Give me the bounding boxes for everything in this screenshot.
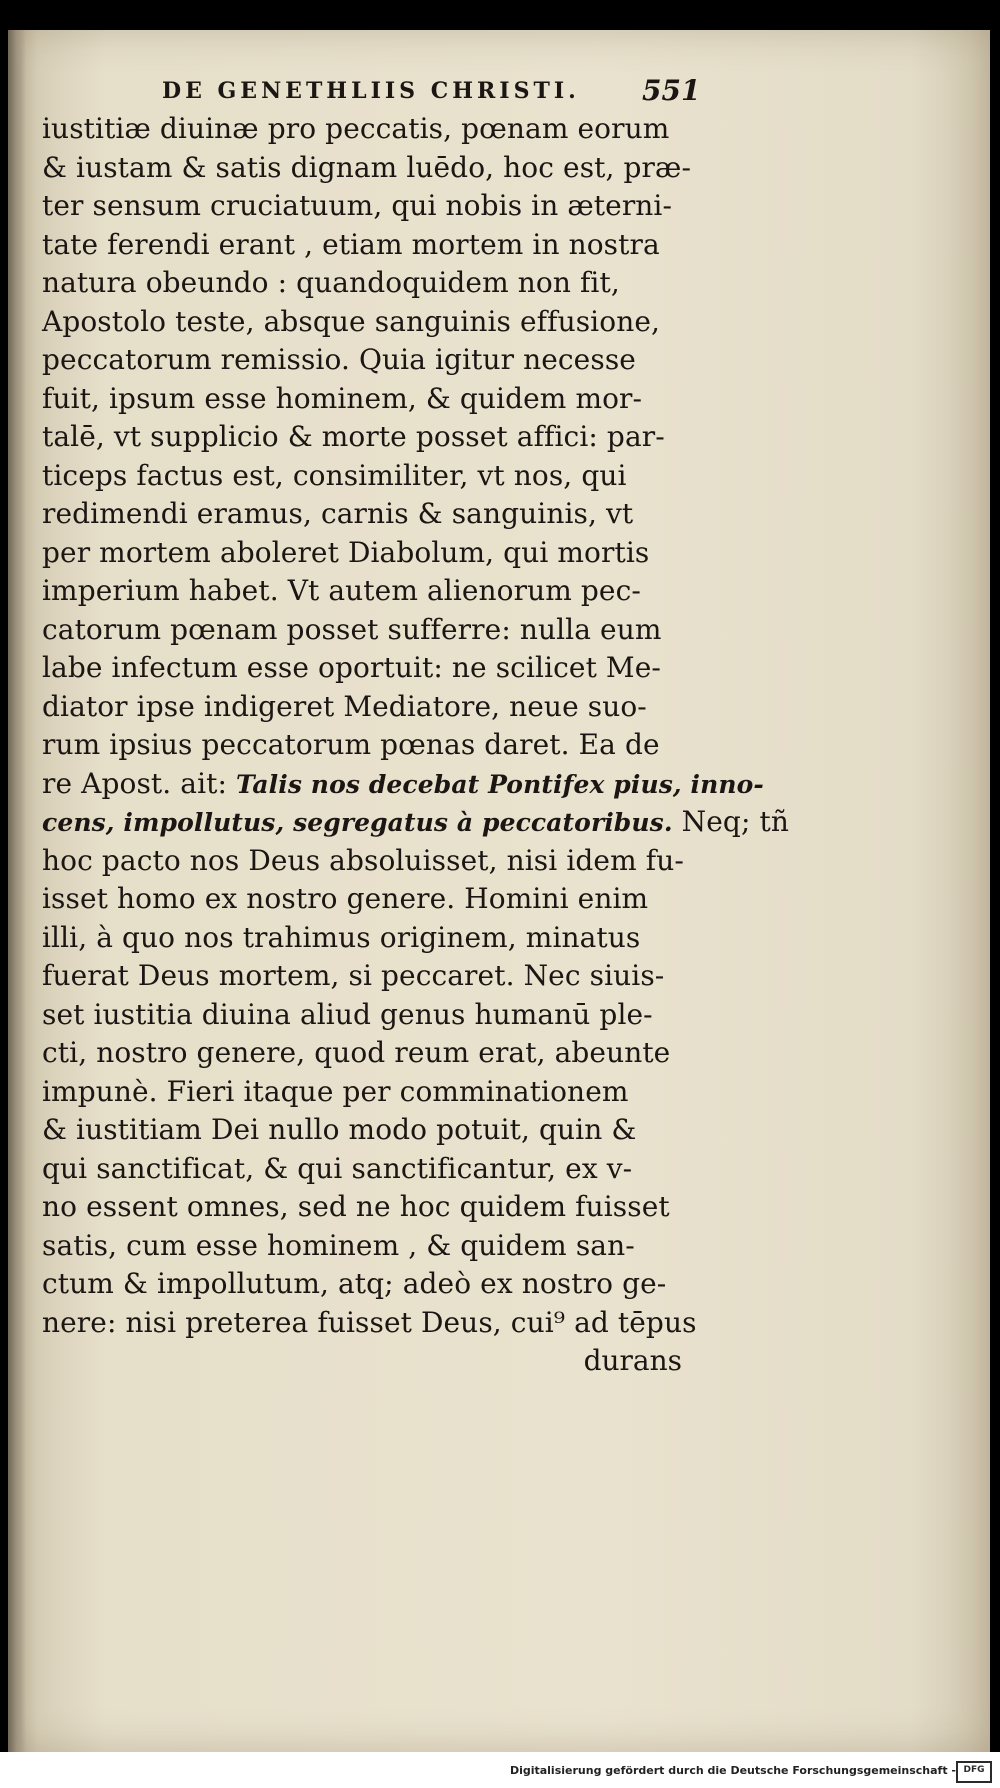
text-line: natura obeundo : quandoquidem non fit,: [42, 266, 620, 299]
text-line: catorum pœnam posset sufferre: nulla eum: [42, 612, 662, 646]
dfg-logo-icon: DFG: [956, 1761, 992, 1783]
text-line: fuerat Deus mortem, si peccaret. Nec siuis-: [42, 959, 665, 992]
text-line: redimendi eramus, carnis & sanguinis, vt: [42, 497, 634, 530]
text-line: qui sanctificat, & qui sanctificantur, ex v-: [42, 1151, 633, 1185]
running-title: DE GENETHLIIS CHRISTI.: [162, 78, 580, 104]
text-line: iustitiæ diuinæ pro peccatis, pœnam eorum: [42, 112, 670, 145]
text-line: Apostolo teste, absque sanguinis effusione,: [42, 304, 661, 338]
funding-credit: Digitalisierung gefördert durch die Deutsche Forschungsgemeinschaft -: [509, 1764, 956, 1777]
text-line: impunè. Fieri itaque per comminationem: [42, 1074, 629, 1108]
text-line: diator ipse indigeret Mediatore, neue suo-: [42, 689, 647, 723]
text-line-quote-start: [42, 765, 764, 804]
running-head: [42, 70, 702, 110]
text-line: nere: nisi preterea fuisset Deus, cui⁹ ad tēpus: [42, 1305, 697, 1339]
text-line: rum ipsius peccatorum pœnas daret. Ea de: [42, 728, 660, 761]
catchword: durans: [583, 1344, 682, 1377]
text-line: no essent omnes, sed ne hoc quidem fuisset: [42, 1190, 670, 1223]
text-line: fuit, ipsum esse hominem, & quidem mor-: [42, 381, 643, 415]
text-line-lead: re Apost. ait:: [42, 766, 237, 800]
text-block: [42, 70, 789, 1380]
text-line: imperium habet. Vt autem alienorum pec-: [42, 574, 641, 607]
text-line: per mortem aboleret Diabolum, qui mortis: [42, 535, 650, 569]
text-line: ticeps factus est, consimiliter, vt nos, qui: [42, 458, 627, 492]
text-line: satis, cum esse hominem , & quidem san-: [42, 1228, 635, 1262]
text-line: isset homo ex nostro genere. Homini enim: [42, 882, 649, 915]
page-gutter: [8, 30, 26, 1752]
text-line: set iustitia diuina aliud genus humanū ple-: [42, 997, 653, 1031]
text-line: hoc pacto nos Deus absoluisset, nisi idem fu-: [42, 843, 684, 877]
text-line: labe infectum esse oportuit: ne scilicet Me-: [42, 651, 661, 684]
text-line-quote-end: [42, 803, 789, 842]
text-line: & iustitiam Dei nullo modo potuit, quin &: [42, 1113, 637, 1146]
text-line: ctum & impollutum, atq; adeò ex nostro ge-: [42, 1267, 667, 1300]
text-line: tate ferendi erant , etiam mortem in nostra: [42, 227, 660, 261]
text-line: ter sensum cruciatuum, qui nobis in æterni-: [42, 189, 673, 222]
text-line: cti, nostro genere, quod reum erat, abeunte: [42, 1036, 671, 1069]
book-page: [8, 30, 990, 1752]
text-line: illi, à quo nos trahimus originem, minatus: [42, 920, 641, 954]
text-line-tail: Neq; tñ: [672, 805, 789, 838]
text-line: & iustam & satis dignam luēdo, hoc est, præ-: [42, 150, 692, 184]
page-number: 551: [642, 74, 701, 107]
text-line: peccatorum remissio. Quia igitur necesse: [42, 343, 636, 376]
scripture-quote-part1: Talis nos decebat Pontifex pius, inno-: [236, 769, 764, 799]
text-line: talē, vt supplicio & morte posset affici: par-: [42, 420, 665, 453]
scripture-quote-part2: cens, impollutus, segregatus à peccatoribus.: [42, 808, 673, 837]
digitization-footer: [0, 1752, 1000, 1788]
